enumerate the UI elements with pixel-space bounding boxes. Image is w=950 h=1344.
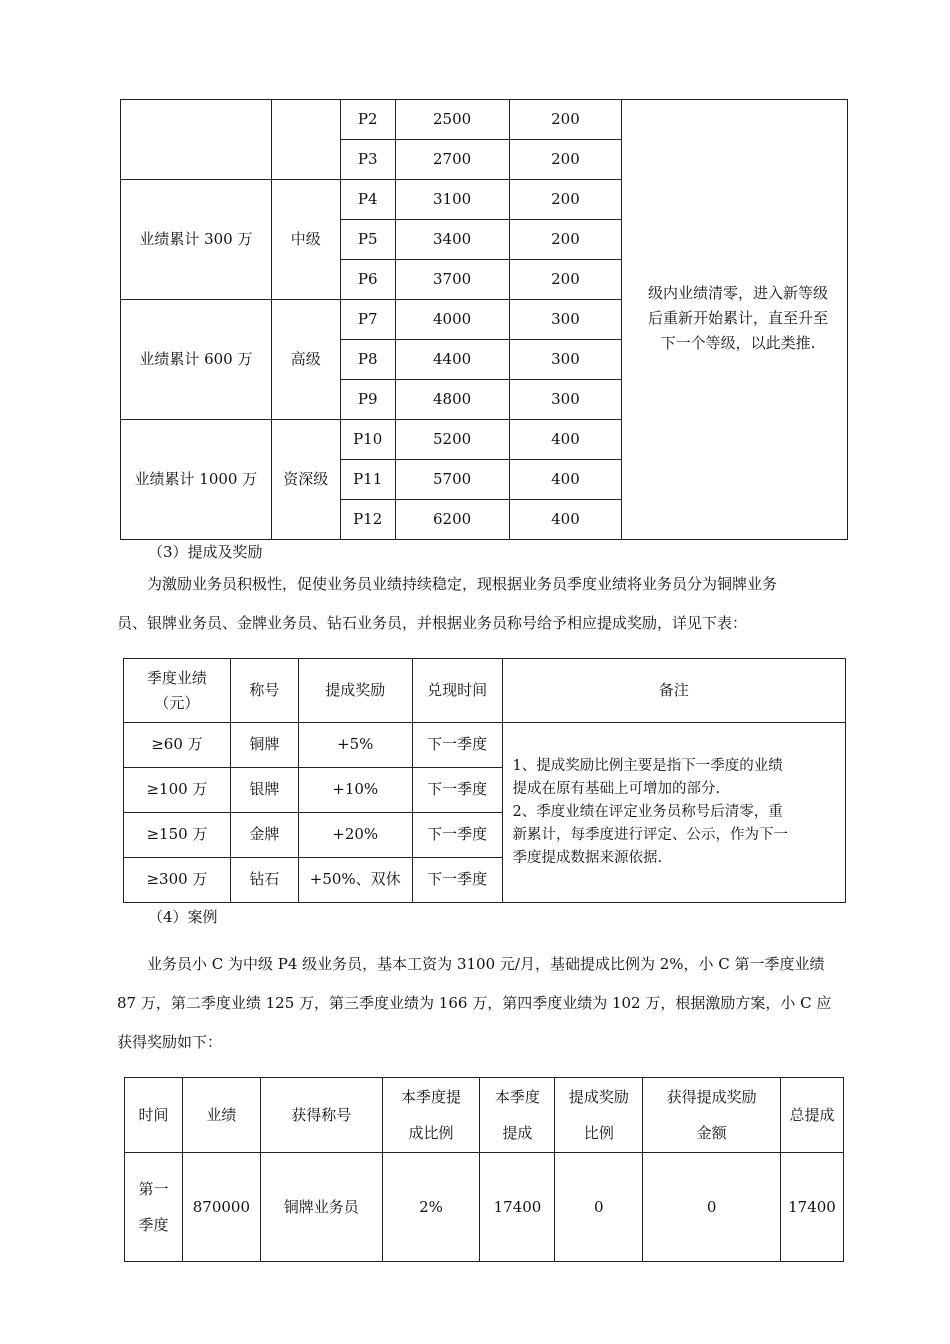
step-cell: 200 — [509, 140, 622, 180]
note-line: 季度提成数据来源依据. — [512, 850, 663, 866]
time-cell: 下一季度 — [412, 768, 502, 813]
step-cell: 400 — [509, 460, 622, 500]
salary-cell: 6200 — [395, 500, 509, 540]
step-cell: 300 — [509, 300, 622, 340]
step-cell: 200 — [509, 260, 622, 300]
step-cell: 200 — [509, 180, 622, 220]
salary-cell: 2700 — [395, 140, 509, 180]
step-cell: 200 — [509, 100, 622, 140]
bonus-cell: +50%、双休 — [298, 858, 412, 903]
bonus-amount-cell: 0 — [643, 1153, 781, 1262]
group-cell: 业绩累计 600 万 — [121, 300, 272, 420]
rate-cell: 2% — [382, 1153, 480, 1262]
level-cell: P6 — [340, 260, 395, 300]
header-cell: 获得称号 — [260, 1078, 382, 1153]
salary-cell: 4800 — [395, 380, 509, 420]
header-cell: 获得提成奖励 金额 — [643, 1078, 781, 1153]
paragraph-line: 业务员小 C 为中级 P4 级业务员，基本工资为 3100 元/月，基础提成比例为 2%，小 C 第一季度业绩 — [147, 955, 825, 973]
level-note-line: 级内业绩清零，进入新等级 — [647, 284, 828, 302]
group-cell — [121, 100, 272, 180]
group-cell: 业绩累计 1000 万 — [121, 420, 272, 540]
section-heading: （3）提成及奖励 — [148, 543, 263, 561]
time-cell: 第一 季度 — [125, 1153, 183, 1262]
tier-cell: 高级 — [271, 300, 340, 420]
level-note-line: 下一个等级，以此类推. — [660, 334, 816, 352]
level-cell: P12 — [340, 500, 395, 540]
table-row — [124, 723, 846, 768]
salary-cell: 4000 — [395, 300, 509, 340]
time-cell: 下一季度 — [412, 858, 502, 903]
step-cell: 200 — [509, 220, 622, 260]
header-cell: 季度业绩 （元） — [124, 659, 231, 723]
table-header-row — [125, 1078, 844, 1153]
paragraph-line: 为激励业务员积极性，促使业务员业绩持续稳定，现根据业务员季度业绩将业务员分为铜牌业务 — [147, 575, 778, 593]
step-cell: 400 — [509, 500, 622, 540]
header-cell: 本季度提 成比例 — [382, 1078, 480, 1153]
paragraph-line: 员、银牌业务员、金牌业务员、钻石业务员，并根据业务员称号给予相应提成奖励，详见下表： — [117, 614, 748, 632]
bonus-cell: +5% — [298, 723, 412, 768]
salary-cell: 4400 — [395, 340, 509, 380]
time-cell: 下一季度 — [412, 813, 502, 858]
salary-cell: 5700 — [395, 460, 509, 500]
note-line: 1、提成奖励比例主要是指下一季度的业绩 — [512, 758, 783, 774]
header-cell: 本季度 提成 — [480, 1078, 555, 1153]
salary-cell: 2500 — [395, 100, 509, 140]
perf-cell: 870000 — [182, 1153, 260, 1262]
header-cell: 称号 — [230, 659, 298, 723]
level-cell: P11 — [340, 460, 395, 500]
header-cell: 兑现时间 — [412, 659, 502, 723]
step-cell: 300 — [509, 380, 622, 420]
salary-cell: 5200 — [395, 420, 509, 460]
tier-cell: 资深级 — [271, 420, 340, 540]
bonus-cell: +20% — [298, 813, 412, 858]
bonus-cell: +10% — [298, 768, 412, 813]
section-paragraph — [117, 565, 857, 643]
tier-cell — [271, 100, 340, 180]
step-cell: 300 — [509, 340, 622, 380]
title-cell: 铜牌 — [230, 723, 298, 768]
tier-cell: 中级 — [271, 180, 340, 300]
title-cell: 钻石 — [230, 858, 298, 903]
section-heading: （4）案例 — [148, 908, 218, 926]
bonus-rate-cell: 0 — [555, 1153, 643, 1262]
note-line: 提成在原有基础上可增加的部分. — [512, 781, 721, 797]
table-row — [125, 1153, 844, 1262]
level-cell: P5 — [340, 220, 395, 260]
level-cell: P10 — [340, 420, 395, 460]
level-cell: P2 — [340, 100, 395, 140]
commission-cell: 17400 — [480, 1153, 555, 1262]
group-cell: 业绩累计 300 万 — [121, 180, 272, 300]
level-cell: P3 — [340, 140, 395, 180]
level-note-line: 后重新开始累计，直至升至 — [647, 309, 828, 327]
header-cell: 提成奖励 — [298, 659, 412, 723]
header-cell: 业绩 — [182, 1078, 260, 1153]
section-paragraph — [117, 945, 857, 1062]
total-cell: 17400 — [780, 1153, 843, 1262]
level-cell: P9 — [340, 380, 395, 420]
level-cell: P7 — [340, 300, 395, 340]
header-cell: 时间 — [125, 1078, 183, 1153]
title-cell: 金牌 — [230, 813, 298, 858]
note-line: 新累计，每季度进行评定、公示，作为下一 — [512, 827, 789, 843]
header-cell: 备注 — [502, 659, 845, 723]
reward-table — [123, 658, 846, 903]
reward-note-cell — [502, 723, 845, 903]
title-cell: 铜牌业务员 — [260, 1153, 382, 1262]
level-cell: P8 — [340, 340, 395, 380]
step-cell: 400 — [509, 420, 622, 460]
perf-cell: ≥60 万 — [124, 723, 231, 768]
salary-cell: 3700 — [395, 260, 509, 300]
note-line: 2、季度业绩在评定业务员称号后清零，重 — [512, 804, 783, 820]
case-table — [124, 1077, 844, 1262]
table-row — [121, 100, 848, 140]
salary-cell: 3400 — [395, 220, 509, 260]
perf-cell: ≥100 万 — [124, 768, 231, 813]
header-cell: 总提成 — [780, 1078, 843, 1153]
level-cell: P4 — [340, 180, 395, 220]
time-cell: 下一季度 — [412, 723, 502, 768]
salary-cell: 3100 — [395, 180, 509, 220]
paragraph-line: 获得奖励如下： — [117, 1033, 223, 1051]
level-note — [640, 281, 836, 356]
perf-cell: ≥300 万 — [124, 858, 231, 903]
paragraph-line: 87 万，第二季度业绩 125 万，第三季度业绩为 166 万，第四季度业绩为 102 万，根据激励方案，小 C 应 — [117, 994, 832, 1012]
table-header-row — [124, 659, 846, 723]
header-cell: 提成奖励 比例 — [555, 1078, 643, 1153]
perf-cell: ≥150 万 — [124, 813, 231, 858]
title-cell: 银牌 — [230, 768, 298, 813]
